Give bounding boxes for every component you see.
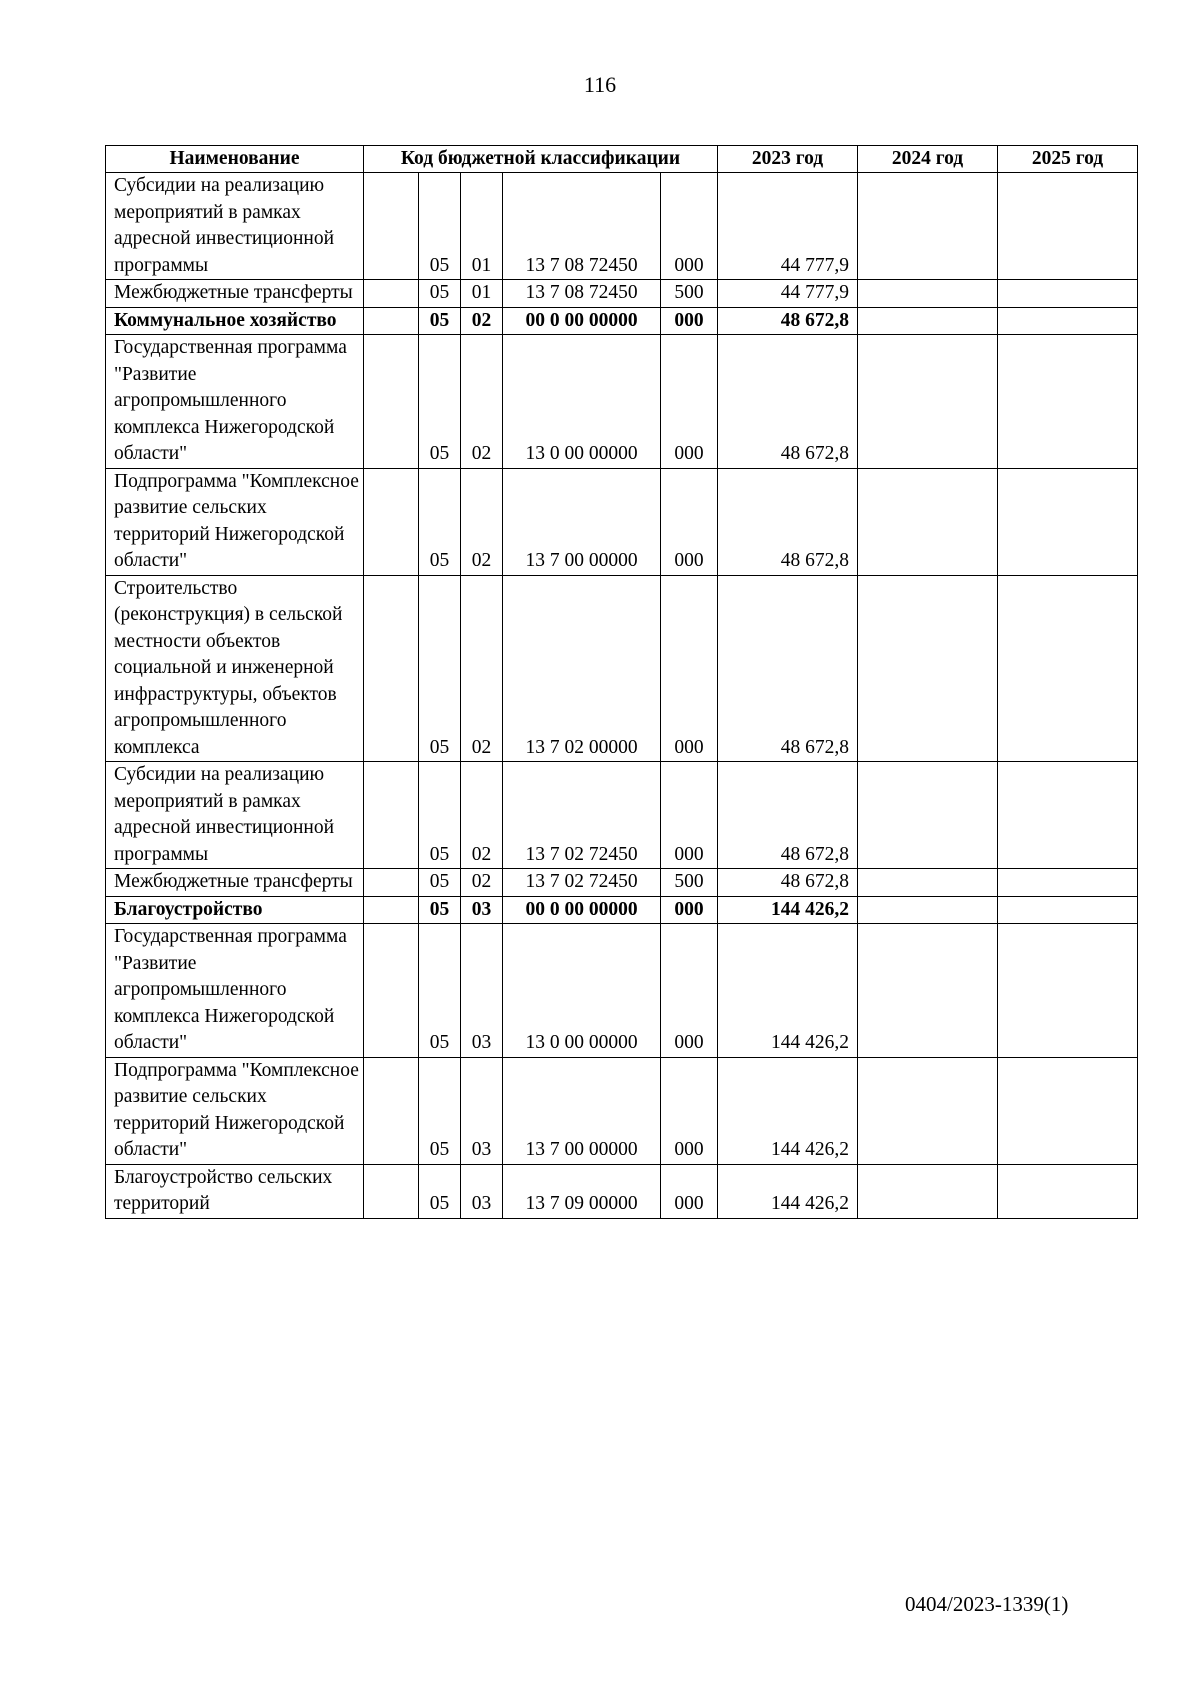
code-admin: [364, 173, 419, 280]
code-expense-type: 000: [661, 575, 718, 762]
amount-2025: [998, 1164, 1138, 1218]
amount-2024: [858, 575, 998, 762]
code-expense-type: 000: [661, 468, 718, 575]
code-section: 05: [419, 280, 461, 308]
code-subsection: 03: [461, 1057, 503, 1164]
code-expense-type: 000: [661, 762, 718, 869]
code-section: 05: [419, 1057, 461, 1164]
code-target-article: 13 7 02 00000: [503, 575, 661, 762]
row-name: Подпрограмма "Комплексное развитие сельских территорий Нижегородской области": [106, 468, 364, 575]
amount-2023: 44 777,9: [718, 173, 858, 280]
code-section: 05: [419, 335, 461, 469]
code-target-article: 00 0 00 00000: [503, 896, 661, 924]
row-name: Строительство (реконструкция) в сельской местности объектов социальной и инженерной инфраструктуры, объектов агропромышленного комплекса: [106, 575, 364, 762]
amount-2025: [998, 307, 1138, 335]
amount-2024: [858, 335, 998, 469]
table-row: [106, 1164, 1138, 1218]
amount-2023: 48 672,8: [718, 307, 858, 335]
code-subsection: 03: [461, 1164, 503, 1218]
budget-table: [105, 145, 1138, 1219]
page-number: 116: [583, 72, 617, 97]
row-name: Подпрограмма "Комплексное развитие сельских территорий Нижегородской области": [106, 1057, 364, 1164]
code-expense-type: 000: [661, 335, 718, 469]
table-row: [106, 1057, 1138, 1164]
amount-2025: [998, 924, 1138, 1058]
amount-2023: 48 672,8: [718, 869, 858, 897]
amount-2025: [998, 280, 1138, 308]
header-code: Код бюджетной классификации: [364, 146, 718, 173]
code-expense-type: 000: [661, 1164, 718, 1218]
code-admin: [364, 1164, 419, 1218]
code-expense-type: 000: [661, 1057, 718, 1164]
row-name: Государственная программа "Развитие агропромышленного комплекса Нижегородской области": [106, 335, 364, 469]
amount-2023: 48 672,8: [718, 575, 858, 762]
amount-2024: [858, 1057, 998, 1164]
code-target-article: 13 7 08 72450: [503, 280, 661, 308]
code-target-article: 13 0 00 00000: [503, 924, 661, 1058]
amount-2023: 48 672,8: [718, 468, 858, 575]
code-subsection: 02: [461, 335, 503, 469]
code-subsection: 02: [461, 869, 503, 897]
code-target-article: 13 7 00 00000: [503, 1057, 661, 1164]
code-target-article: 13 7 00 00000: [503, 468, 661, 575]
row-name: Субсидии на реализацию мероприятий в рамках адресной инвестиционной программы: [106, 173, 364, 280]
amount-2025: [998, 896, 1138, 924]
code-section: 05: [419, 307, 461, 335]
amount-2025: [998, 173, 1138, 280]
amount-2024: [858, 762, 998, 869]
code-admin: [364, 869, 419, 897]
amount-2025: [998, 762, 1138, 869]
code-subsection: 03: [461, 924, 503, 1058]
row-name: Коммунальное хозяйство: [106, 307, 364, 335]
code-expense-type: 000: [661, 896, 718, 924]
code-expense-type: 000: [661, 307, 718, 335]
code-section: 05: [419, 762, 461, 869]
header-name: Наименование: [106, 146, 364, 173]
header-2023: 2023 год: [718, 146, 858, 173]
table-row: [106, 468, 1138, 575]
code-section: 05: [419, 173, 461, 280]
table-row: [106, 762, 1138, 869]
table-row: [106, 924, 1138, 1058]
amount-2024: [858, 924, 998, 1058]
code-target-article: 13 0 00 00000: [503, 335, 661, 469]
header-row: [106, 146, 1138, 173]
amount-2025: [998, 575, 1138, 762]
code-admin: [364, 468, 419, 575]
table-row: [106, 280, 1138, 308]
amount-2023: 144 426,2: [718, 924, 858, 1058]
header-2024: 2024 год: [858, 146, 998, 173]
code-admin: [364, 924, 419, 1058]
table-row: [106, 575, 1138, 762]
amount-2024: [858, 280, 998, 308]
code-expense-type: 000: [661, 924, 718, 1058]
amount-2024: [858, 468, 998, 575]
row-name: Государственная программа "Развитие агропромышленного комплекса Нижегородской области": [106, 924, 364, 1058]
amount-2024: [858, 896, 998, 924]
code-subsection: 03: [461, 896, 503, 924]
table-body: [106, 173, 1138, 1219]
document-id: 0404/2023-1339(1): [905, 1592, 1069, 1616]
row-name: Субсидии на реализацию мероприятий в рамках адресной инвестиционной программы: [106, 762, 364, 869]
code-target-article: 13 7 02 72450: [503, 762, 661, 869]
amount-2024: [858, 307, 998, 335]
amount-2025: [998, 335, 1138, 469]
table-row: [106, 869, 1138, 897]
amount-2025: [998, 869, 1138, 897]
table-row: [106, 173, 1138, 280]
code-target-article: 13 7 09 00000: [503, 1164, 661, 1218]
code-subsection: 02: [461, 307, 503, 335]
amount-2023: 144 426,2: [718, 1057, 858, 1164]
code-expense-type: 500: [661, 280, 718, 308]
row-name: Межбюджетные трансферты: [106, 280, 364, 308]
code-target-article: 13 7 08 72450: [503, 173, 661, 280]
code-admin: [364, 307, 419, 335]
amount-2023: 48 672,8: [718, 762, 858, 869]
amount-2025: [998, 468, 1138, 575]
code-subsection: 02: [461, 575, 503, 762]
code-expense-type: 000: [661, 173, 718, 280]
amount-2023: 144 426,2: [718, 896, 858, 924]
code-admin: [364, 1057, 419, 1164]
code-section: 05: [419, 924, 461, 1058]
code-section: 05: [419, 468, 461, 575]
table-row: [106, 335, 1138, 469]
amount-2024: [858, 869, 998, 897]
code-target-article: 13 7 02 72450: [503, 869, 661, 897]
header-2025: 2025 год: [998, 146, 1138, 173]
code-target-article: 00 0 00 00000: [503, 307, 661, 335]
amount-2023: 44 777,9: [718, 280, 858, 308]
table-row: [106, 896, 1138, 924]
code-section: 05: [419, 575, 461, 762]
code-admin: [364, 762, 419, 869]
code-subsection: 01: [461, 173, 503, 280]
code-section: 05: [419, 896, 461, 924]
code-section: 05: [419, 1164, 461, 1218]
row-name: Межбюджетные трансферты: [106, 869, 364, 897]
amount-2024: [858, 1164, 998, 1218]
code-expense-type: 500: [661, 869, 718, 897]
table-row: [106, 307, 1138, 335]
code-admin: [364, 335, 419, 469]
code-subsection: 01: [461, 280, 503, 308]
row-name: Благоустройство: [106, 896, 364, 924]
amount-2024: [858, 173, 998, 280]
amount-2023: 48 672,8: [718, 335, 858, 469]
code-section: 05: [419, 869, 461, 897]
amount-2023: 144 426,2: [718, 1164, 858, 1218]
code-subsection: 02: [461, 762, 503, 869]
amount-2025: [998, 1057, 1138, 1164]
row-name: Благоустройство сельских территорий: [106, 1164, 364, 1218]
code-admin: [364, 575, 419, 762]
code-admin: [364, 280, 419, 308]
code-admin: [364, 896, 419, 924]
code-subsection: 02: [461, 468, 503, 575]
